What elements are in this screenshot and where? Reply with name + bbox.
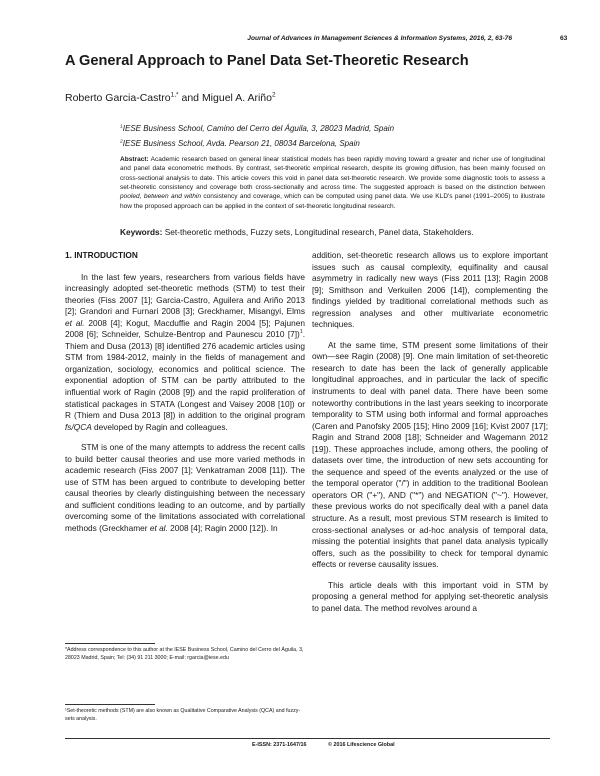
paragraph: In the last few years, researchers from various fields have increasingly adopted set-theoretic methods (STM) to test their theories (Fiss 2007 [1]; Garcia-Castro, Aguilera and Ariño 2013 [2]; Grandori and Furnari 2008 [3]; Greckhamer, Misangyi, Elms et al. 2008 [4]; Kogut, Macduffie and Ragin 2004 [5]; Pajunen 2008 [6]; Schneider, Schulze-Bentrop and Paunescu 2010 [7])$^1$. Thiem and Dusa (2013) [8] identified 276 academic articles using STM from 1984-2012, mainly in the fields of management and organization, sociology, economics and political science. The exponential adoption of STM can be partly attributed to the influential work of Ragin (2008 [9]) and the rapid proliferation of statistical packages in STATA (Longest and Vaisey 2008 [10]) or R (Thiem and Dusa 2013 [8]) in addition to the original program fs/QCA developed by Ragin and colleagues. — [65, 271, 305, 432]
abstract-text: Academic research based on general linear statistical models has been rapidly moving toward a greater and richer use of longitudinal and panel data econometric methods. By contrast, set-theoretic empirical research, despite its growing diffusion, has been mainly focused on cross-sectional analysis to date. This article covers this void in panel data set-theoretic research. We provide some diagnostic tools to assess a set-theoretic consistency and coverage both cross-sectionally and across time. The suggested approach is based on the distinction between — [120, 156, 545, 192]
affiliation-text: IESE Business School, Camino del Cerro del Águila, 3, 28023 Madrid, Spain — [122, 124, 395, 133]
paragraph: STM is one of the many attempts to address the recent calls to build better causal theories and use more varied methods in academic research (Fiss 2007 [1]; Venkatraman 2008 [11]). The use of STM has been argued to contribute to developing better causal theories by clearly distinguishing between the necessary and sufficient conditions leading to an outcome, and by partially overcoming some of the limitations associated with correlational methods (Greckhamer et al. 2008 [4]; Ragin 2000 [12]). In — [65, 442, 305, 534]
affiliation — [120, 139, 360, 148]
keywords — [120, 227, 550, 237]
footnote: ¹Set-theoretic methods (STM) are also known as Qualitative Comparative Analysis (QCA) and fuzzy-sets analysis. — [65, 708, 301, 722]
footnote-rule — [65, 704, 155, 705]
footnote-rule — [65, 643, 155, 644]
copyright: © 2016 Lifescience Global — [328, 742, 395, 748]
page-number: 63 — [560, 35, 568, 42]
affiliation-marker: 1 — [120, 124, 123, 130]
paper-title: A General Approach to Panel Data Set-Theoretic Research — [65, 53, 469, 69]
abstract-label: Abstract: — [120, 156, 149, 163]
left-column — [65, 250, 305, 544]
abstract-text: consistency and coverage, which can be computed using panel data. We use KLD's panel (1991–2005) to illustrate how the proposed approach can be applied in the context of set-theoretic longitudinal research. — [120, 193, 545, 210]
author-name: Roberto Garcia-Castro — [65, 92, 171, 104]
author-name: Miguel A. Ariño — [201, 92, 272, 104]
right-column — [312, 250, 548, 623]
author-marker: 2 — [271, 91, 276, 99]
paragraph: This article deals with this important void in STM by proposing a general method for applying set-theoretic analysis to panel data. The method revolves around a — [312, 579, 548, 613]
affiliation-text: IESE Business School, Avda. Pearson 21, 08034 Barcelona, Spain — [122, 139, 360, 148]
paragraph: At the same time, STM present some limitations of their own—see Ragin (2008) [9]. One main limitation of set-theoretic research to date has been the lack of generally applicable longitudinal approaches, and in particular the lack of specific instruments to deal with panel data. There have been some noteworthy contributions in the last years seeking to incorporate temporality to STM using both informal and formal approaches (Caren and Panofsky 2005 [15]; Hino 2009 [16]; Kvist 2007 [17]; Ragin and Strand 2008 [18]; Schneider and Wagemann 2012 [19]). These approaches include, among others, the pooling of datasets over time, the introduction of new sets accounting for the sequence and speed of the events analyzed or the use of the temporal operator ("/") in addition to the traditional Boolean operators OR ("+"), AND ("*") and NEGATION ("~"). However, these previous works do not specifically deal with a panel data structure. As a result, most previous STM research is limited to cross-sectional analyses or ad-hoc analysis of temporal data, missing the potential insights that panel data analysis typically offers, such as the possibility to check for temporal dynamic effects or reverse causality issues. — [312, 339, 548, 570]
section-heading: 1. INTRODUCTION — [65, 250, 138, 260]
author-list — [65, 92, 276, 104]
correspondence-footnote: *Address correspondence to this author at the IESE Business School, Camino del Cerro del Águila, 3, 28023 Madrid, Spain; Tel: (34) 91 211 3000; E-mail: rgarcia@iese.edu — [65, 647, 304, 661]
author-conjunction: and — [178, 92, 202, 104]
journal-header: Journal of Advances in Management Sciences & Information Systems, 2016, 2, 63-76 — [247, 35, 512, 42]
paragraph: addition, set-theoretic research allows us to explore important issues such as causal complexity, equifinality and causal asymmetry in radically new ways (Fiss 2011 [13]; Ragin 2008 [9]; Smithson and Verkuilen 2006 [14]), complementing the findings yielded by traditional correlational methods such as regression analyses and other multivariate econometric techniques. — [312, 250, 548, 330]
keywords-text: Set-theoretic methods, Fuzzy sets, Longitudinal research, Panel data, Stakeholders. — [162, 227, 474, 237]
keywords-label: Keywords: — [120, 227, 163, 237]
footer-rule — [65, 738, 550, 739]
author-marker: 1,* — [170, 91, 179, 99]
abstract-emphasis: pooled, between and within — [120, 193, 201, 201]
affiliation — [120, 124, 394, 133]
abstract — [120, 155, 545, 211]
affiliation-marker: 2 — [120, 139, 123, 145]
issn: E-ISSN: 2371-1647/16 — [252, 742, 307, 748]
footnote-marker: 1 — [299, 329, 303, 336]
